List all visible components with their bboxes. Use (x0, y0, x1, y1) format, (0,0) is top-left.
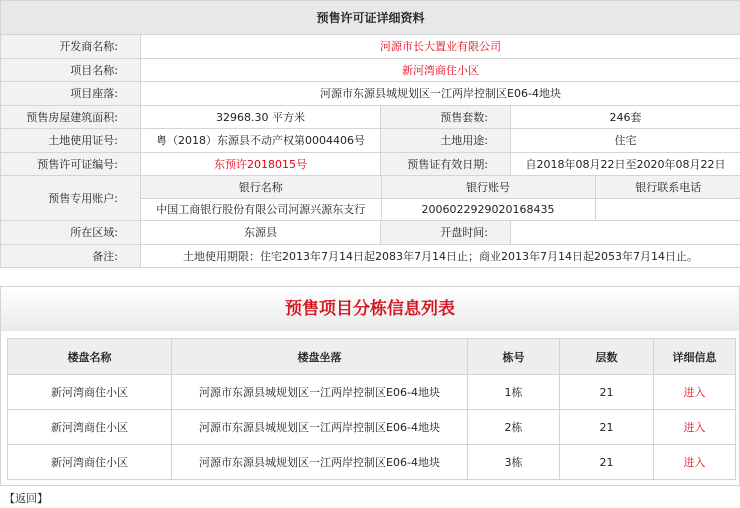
area-value: 32968.30 平方米 (141, 105, 381, 129)
building-name: 新河湾商住小区 (8, 410, 172, 445)
account-table (141, 176, 740, 220)
land-cert-label: 土地使用证号: (1, 129, 141, 153)
land-use-value: 住宅 (511, 129, 740, 153)
building-number: 3栋 (468, 445, 560, 480)
account-phone-value (595, 198, 740, 220)
building-table-header (8, 339, 736, 375)
land-cert-value: 粤（2018）东源县不动产权第0004406号 (141, 129, 381, 153)
table-row (8, 445, 736, 480)
account-header-number: 银行账号 (381, 176, 595, 198)
building-list-section (0, 286, 740, 486)
building-floors: 21 (560, 445, 654, 480)
land-use-label: 土地用途: (381, 129, 511, 153)
location-value: 河源市东源县城规划区一江两岸控制区E06-4地块 (141, 82, 740, 106)
enter-link[interactable]: 进入 (654, 375, 736, 410)
enter-link[interactable]: 进入 (654, 410, 736, 445)
detail-title: 预售许可证详细资料 (1, 1, 740, 35)
building-table (7, 338, 736, 480)
project-value: 新河湾商住小区 (141, 58, 740, 82)
remark-label: 备注: (1, 244, 141, 268)
header-building-number: 栋号 (468, 339, 560, 375)
building-location: 河源市东源县城规划区一江两岸控制区E06-4地块 (172, 375, 468, 410)
valid-date-value: 自2018年08月22日至2020年08月22日 (511, 152, 740, 176)
account-header-phone: 银行联系电话 (595, 176, 740, 198)
permit-no-label: 预售许可证编号: (1, 152, 141, 176)
account-bank-value: 中国工商银行股份有限公司河源兴源东支行 (156, 203, 366, 217)
developer-value: 河源市长大置业有限公司 (141, 35, 740, 59)
district-value: 东源县 (141, 221, 381, 245)
building-number: 1栋 (468, 375, 560, 410)
building-number: 2栋 (468, 410, 560, 445)
location-label: 项目座落: (1, 82, 141, 106)
open-time-label: 开盘时间: (381, 221, 511, 245)
header-floors: 层数 (560, 339, 654, 375)
account-header-bank: 银行名称 (141, 176, 381, 198)
district-label: 所在区域: (1, 221, 141, 245)
building-floors: 21 (560, 375, 654, 410)
building-location: 河源市东源县城规划区一江两岸控制区E06-4地块 (172, 410, 468, 445)
building-name: 新河湾商住小区 (8, 445, 172, 480)
header-building-name: 楼盘名称 (8, 339, 172, 375)
table-row (8, 410, 736, 445)
area-label: 预售房屋建筑面积: (1, 105, 141, 129)
project-label: 项目名称: (1, 58, 141, 82)
units-label: 预售套数: (381, 105, 511, 129)
building-name: 新河湾商住小区 (8, 375, 172, 410)
remark-value: 土地使用期限：住宅2013年7月14日起2083年7月14日止；商业2013年7月14日起2053年7月14日止。 (141, 244, 740, 268)
header-details: 详细信息 (654, 339, 736, 375)
units-value: 246套 (511, 105, 740, 129)
building-floors: 21 (560, 410, 654, 445)
developer-label: 开发商名称: (1, 35, 141, 59)
table-row (8, 375, 736, 410)
open-time-value (511, 221, 740, 245)
back-link[interactable]: 【返回】 (4, 492, 48, 505)
account-label: 预售专用账户: (1, 176, 141, 221)
building-location: 河源市东源县城规划区一江两岸控制区E06-4地块 (172, 445, 468, 480)
enter-link[interactable]: 进入 (654, 445, 736, 480)
permit-no-value: 东预许2018015号 (141, 152, 381, 176)
valid-date-label: 预售证有效日期: (381, 152, 511, 176)
building-list-title: 预售项目分栋信息列表 (1, 287, 739, 331)
header-building-location: 楼盘坐落 (172, 339, 468, 375)
account-number-value: 2006022929020168435 (381, 198, 595, 220)
account-cell (141, 176, 740, 221)
